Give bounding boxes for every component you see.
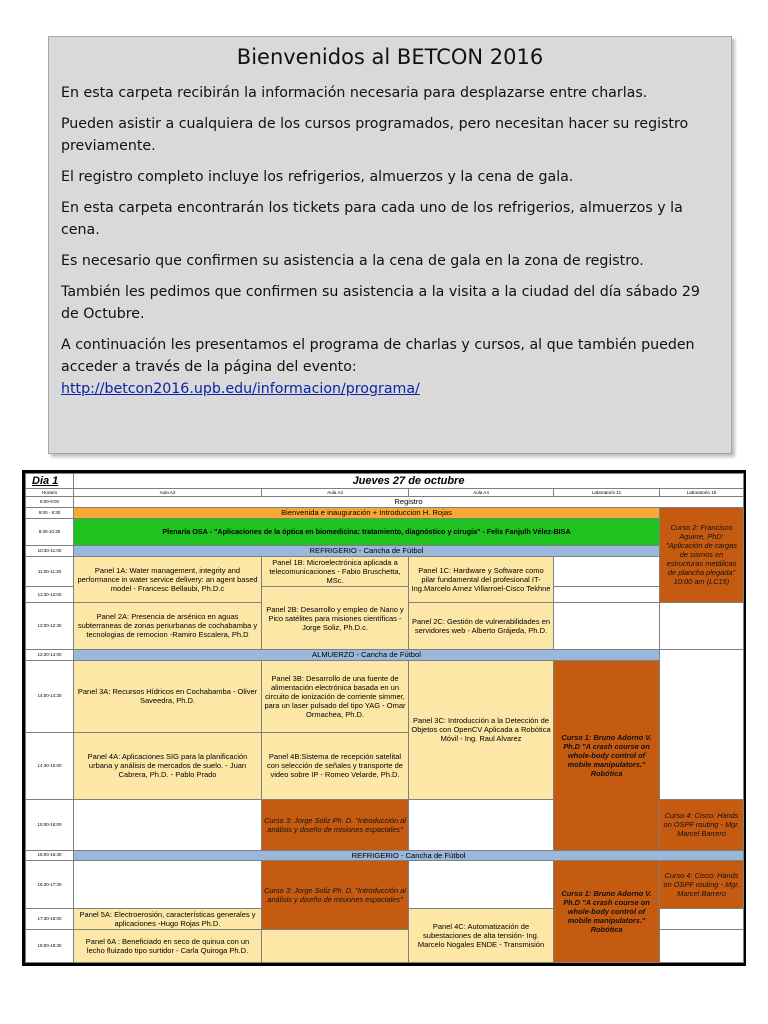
- panel-3a-cell: Panel 3A: Recursos Hídricos en Cochabamba - Oliver Saveedra, Ph.D.: [74, 660, 262, 732]
- welcome-paragraph: Es necesario que confirmen su asistencia a la cena de gala en la zona de registro.: [61, 253, 644, 269]
- time-slot: 11:30-12:00: [26, 587, 74, 602]
- welcome-box: [48, 36, 732, 454]
- panel-1b-cell: Panel 1B: Microelectrónica aplicada a telecomunicaciones - Fabio Bruschetta, MSc.: [262, 556, 409, 587]
- welcome-paragraph: El registro completo incluye los refrigerios, almuerzos y la cena de gala.: [61, 169, 574, 185]
- empty-cell: [262, 930, 409, 963]
- curso-3-cell: Curso 3: Jorge Soliz Ph. D. "Introducción al análisis y diseño de misiones espaciales": [262, 861, 409, 930]
- panel-6a-cell: Panel 6A : Beneficiado en seco de quinua con un lecho fluizado tipo surtidor - Carla Quiroga Ph.D.: [74, 930, 262, 963]
- time-slot: 15:00-16:00: [26, 800, 74, 850]
- panel-2c-cell: Panel 2C: Gestión de vulnerabilidades en servidores web - Alberto Grájeda, Ph.D.: [409, 602, 554, 649]
- header-lab-15: Laboratorio 15: [660, 489, 744, 497]
- empty-cell: [660, 649, 744, 800]
- panel-3c-cell: Panel 3C: Introducción a la Detección de Objetos con OpenCV Aplicada a Robótica Móvil - Ing. Raul Alvarez: [409, 660, 554, 800]
- plenaria-row: Plenaria OSA - "Aplicaciones de la óptica en biomedicina: tratamiento, diagnóstico y cirugía" - Felix Fanjulh Vélez-BISA: [74, 518, 660, 545]
- header-horario: Horario: [26, 489, 74, 497]
- time-slot: 8:00-9:00: [26, 496, 74, 507]
- day-label: Dia 1: [26, 474, 74, 489]
- bienvenida-row: Bienvenida e inauguración + Introduccion H. Rojas: [74, 507, 660, 518]
- time-slot: 12:30-14:00: [26, 649, 74, 660]
- empty-cell: [74, 800, 262, 850]
- time-slot: 16:30-17:30: [26, 861, 74, 909]
- time-slot: 17:30-18:00: [26, 909, 74, 930]
- refrigerio-row: REFRIGERIO - Cancha de Fútbol: [74, 850, 744, 861]
- curso-3-cell: Curso 3: Jorge Soliz Ph. D. "Introducción al análisis y diseño de misiones espaciales": [262, 800, 409, 850]
- curso-1-cell: Curso 1: Bruno Adorno V. Ph.D "A crash course on whole-body control of mobile manipulators." Robótica: [554, 660, 660, 850]
- time-slot: 10:30-11:00: [26, 546, 74, 557]
- curso-4-cell: Curso 4: Cisco: Hands on OSPF routing - Mgr. Marcel Barrero: [660, 800, 744, 850]
- time-slot: 11:00-11:30: [26, 556, 74, 587]
- panel-4b-cell: Panel 4B:Sistema de recepción satelital con selección de señales y transporte de video sobre IP - Romeo Velarde, Ph.D.: [262, 732, 409, 800]
- panel-3b-cell: Panel 3B: Desarrollo de una fuente de alimentación electrónica basada en un circuito de ionización de corriente simmer, para un laser pulsado del tipo YAG - Omar Ormachea, Ph.D.: [262, 660, 409, 732]
- panel-2a-cell: Panel 2A: Presencia de arsénico en aguas subterraneas de zonas periurbanas de cochabamba y tecnologias de remocion -Ramiro Escalera, Ph.D: [74, 602, 262, 649]
- time-slot: 18:00-18:30: [26, 930, 74, 963]
- schedule-table: [22, 470, 746, 966]
- empty-cell: [660, 602, 744, 649]
- almuerzo-row: ALMUERZO - Cancha de Fútbol: [74, 649, 660, 660]
- welcome-paragraph-with-link: [61, 334, 719, 400]
- time-slot: 16:00-16:30: [26, 850, 74, 861]
- header-aula-a3: Aula A3: [262, 489, 409, 497]
- header-aula-a2: Aula A2: [74, 489, 262, 497]
- empty-cell: [554, 587, 660, 602]
- panel-4c-cell: Panel 4C: Automatización de subestaciones de alta tensión- Ing. Marcelo Nogales ENDE - Transmisión: [409, 909, 554, 963]
- date-title: Jueves 27 de octubre: [74, 474, 744, 489]
- header-aula-a4: Aula A4: [409, 489, 554, 497]
- time-slot: 12:00-12:30: [26, 602, 74, 649]
- panel-2b-cell: Panel 2B: Desarrollo y empleo de Nano y Pico satélites para misiones científicas - Jorge Soliz, Ph.D.c.: [262, 587, 409, 649]
- time-slot: 9:00 - 9:30: [26, 507, 74, 518]
- welcome-paragraph: A continuación les presentamos el programa de charlas y cursos, al que también pueden acceder a través de la página del evento:: [61, 337, 695, 375]
- empty-cell: [409, 861, 554, 909]
- welcome-paragraph: Pueden asistir a cualquiera de los cursos programados, pero necesitan hacer su registro previamente.: [61, 116, 689, 154]
- header-lab-11: Laboratorio 11: [554, 489, 660, 497]
- welcome-paragraph: En esta carpeta recibirán la información necesaria para desplazarse entre charlas.: [61, 85, 648, 101]
- empty-cell: [409, 800, 554, 850]
- empty-cell: [554, 556, 660, 587]
- empty-cell: [660, 930, 744, 963]
- time-slot: 9:30-10:30: [26, 518, 74, 545]
- panel-5a-cell: Panel 5A: Electroerosión, características generales y aplicaciones -Hugo Rojas Ph.D.: [74, 909, 262, 930]
- curso-2-cell: Curso 2: Francisco Aguirre, PhD: "Aplicación de cargas de sismos en estructuras metálicas de plancha plegada" 10:00 am (LC15): [660, 507, 744, 602]
- registro-row: Registro: [74, 496, 744, 507]
- empty-cell: [554, 602, 660, 649]
- curso-1-cell: Curso 1: Bruno Adorno V. Ph.D "A crash course on whole-body control of mobile manipulators." Robótica: [554, 861, 660, 963]
- welcome-title: Bienvenidos al BETCON 2016: [236, 45, 544, 69]
- curso-4-cell: Curso 4: Cisco: Hands on OSPF routing - Mgr. Marcel Barrero: [660, 861, 744, 909]
- refrigerio-row: REFRIGERIO - Cancha de Fútbol: [74, 546, 660, 557]
- program-link[interactable]: http://betcon2016.upb.edu/informacion/programa/: [61, 381, 420, 397]
- welcome-paragraph: En esta carpeta encontrarán los tickets para cada uno de los refrigerios, almuerzos y la cena.: [61, 200, 683, 238]
- empty-cell: [660, 909, 744, 930]
- empty-cell: [74, 861, 262, 909]
- panel-4a-cell: Panel 4A: Aplicaciones SIG para la planificación urbana y análisis de mercados de suelo. - Juan Cabrera, Ph.D. - Pablo Prado: [74, 732, 262, 800]
- panel-1a-cell: Panel 1A: Water management, integrity and performance in water service delivery: an agent based model - Francesc Bellaubi, Ph.D.c: [74, 556, 262, 602]
- time-slot: 14:30-15:00: [26, 732, 74, 800]
- time-slot: 14:00-14:30: [26, 660, 74, 732]
- panel-1c-cell: Panel 1C: Hardware y Software como pilar fundamental del profesional IT- Ing.Marcelo Arnez Villarroel-Cisco Tekhne: [409, 556, 554, 602]
- welcome-paragraph: También les pedimos que confirmen su asistencia a la visita a la ciudad del día sábado 29 de Octubre.: [61, 284, 700, 322]
